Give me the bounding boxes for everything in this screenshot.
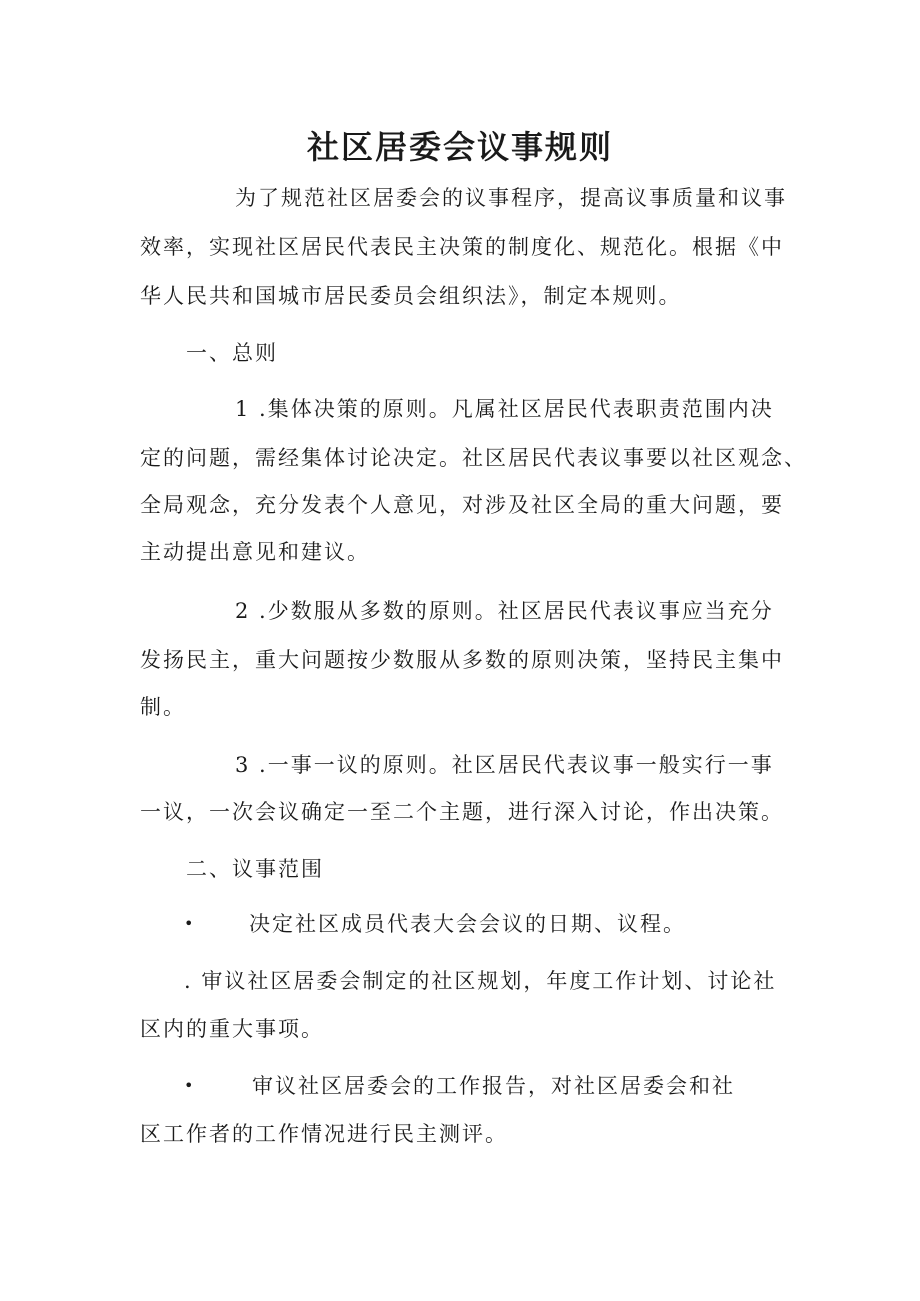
paragraph-line: 一议，一次会议确定一至二个主题，进行深入讨论，作出决策。 (140, 800, 784, 824)
paragraph-line: 全局观念，充分发表个人意见，对涉及社区全局的重大问题，要 (140, 493, 784, 517)
list-item: 区工作者的工作情况进行民主测评。 (140, 1122, 508, 1146)
document-title: 社区居委会议事规则 (306, 128, 613, 166)
paragraph-line: 1 .集体决策的原则。凡属社区居民代表职责范围内决 (235, 397, 774, 421)
list-item: . 审议社区居委会制定的社区规划，年度工作计划、讨论社 (184, 969, 777, 993)
section-heading-scope: 二、议事范围 (186, 857, 324, 881)
preamble-line: 华人民共和国城市居民委员会组织法》，制定本规则。 (140, 284, 682, 308)
list-item: 区内的重大事项。 (140, 1017, 324, 1041)
bullet-marker: • (184, 1076, 194, 1095)
bullet-marker: • (184, 914, 194, 933)
section-heading-general: 一、总则 (186, 341, 278, 365)
paragraph-line: 定的问题，需经集体讨论决定。社区居民代表议事要以社区观念、 (140, 446, 807, 470)
paragraph-line: 发扬民主，重大问题按少数服从多数的原则决策，坚持民主集中 (140, 648, 784, 672)
preamble-line: 效率，实现社区居民代表民主决策的制度化、规范化。根据《中 (140, 235, 784, 259)
paragraph-line: 主动提出意见和建议。 (140, 540, 370, 564)
preamble-line: 为了规范社区居委会的议事程序，提高议事质量和议事 (235, 186, 787, 210)
paragraph-line: 制。 (140, 695, 186, 719)
list-item: 审议社区居委会的工作报告，对社区居委会和社 (252, 1074, 735, 1098)
paragraph-line: 3 .一事一议的原则。社区居民代表议事一般实行一事 (235, 753, 774, 777)
paragraph-line: 2 .少数服从多数的原则。社区居民代表议事应当充分 (235, 599, 774, 623)
list-item: 决定社区成员代表大会会议的日期、议程。 (249, 912, 686, 936)
